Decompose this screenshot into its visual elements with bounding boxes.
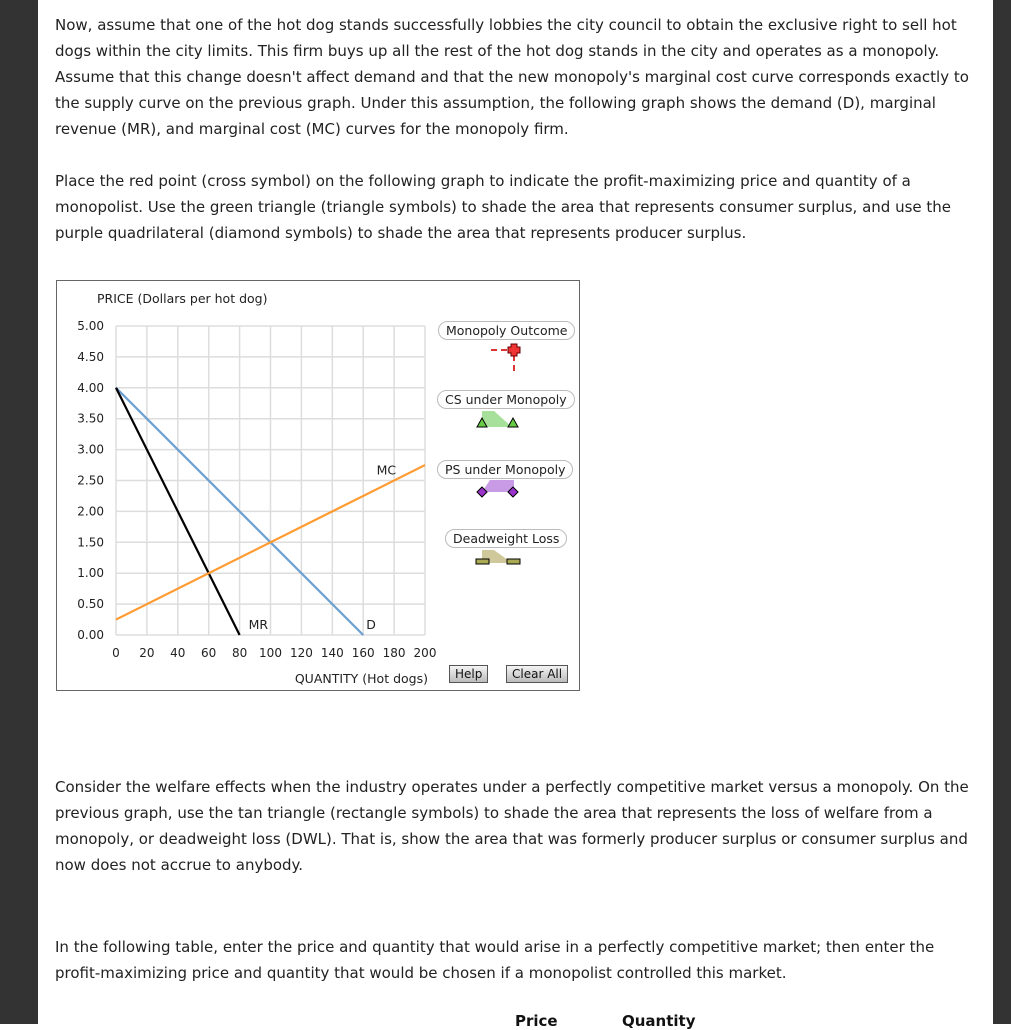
legend-deadweight-loss[interactable]: Deadweight Loss <box>445 529 567 548</box>
x-tick-label: 100 <box>259 646 282 660</box>
y-tick-label: 2.50 <box>77 473 104 488</box>
y-tick-label: 3.00 <box>77 442 104 457</box>
x-tick-label: 80 <box>231 646 248 660</box>
y-tick-label: 0.00 <box>77 628 104 642</box>
left-margin <box>0 0 38 1024</box>
x-tick-label: 20 <box>139 646 155 660</box>
legend-monopoly-outcome[interactable]: Monopoly Outcome <box>438 321 575 340</box>
curve-label-d: D <box>366 617 376 632</box>
table-instructions-paragraph: In the following table, enter the price and quantity that would arise in a perfectly competitive market; then enter the profit-maximizing price and quantity that would be chosen if a monopolist controlled this market. <box>55 938 935 982</box>
instructions-paragraph: Place the red point (cross symbol) on the following graph to indicate the profit-maximizing price and quantity of a monopolist. Use the green triangle (triangle symbols) to shade the area that represents consumer surplus, and use the purple quadrilateral (diamond symbols) to shade the area that represents producer surplus. <box>55 172 952 242</box>
y-tick-label: 0.50 <box>77 597 104 612</box>
clear-all-button[interactable]: Clear All <box>506 665 568 683</box>
diamond-symbols-icon[interactable] <box>472 478 527 502</box>
curve-label-mr: MR <box>248 617 269 632</box>
curve-label-mc: MC <box>376 462 397 478</box>
triangle-symbols-icon[interactable] <box>472 409 527 431</box>
quantity-column-header: Quantity <box>622 1012 696 1030</box>
y-axis-label: PRICE (Dollars per hot dog) <box>97 291 268 306</box>
intro-paragraph: Now, assume that one of the hot dog stands successfully lobbies the city council to obtain the exclusive right to sell hot dogs within the city limits. This firm buys up all the rest of the hot dog stands in the city and operates as a monopoly. Assume that this change doesn't affect demand and that the new monopoly's marginal cost curve corresponds exactly to the supply curve on the previous graph. Under this assumption, the following graph shows the demand (D), marginal revenue (MR), and marginal cost (MC) curves for the monopoly firm. <box>55 16 969 138</box>
monopoly-graph[interactable] <box>56 280 580 691</box>
right-scrollbar[interactable] <box>993 0 1011 1024</box>
y-tick-label: 2.00 <box>77 504 104 519</box>
y-tick-label: 1.50 <box>77 535 104 550</box>
help-button[interactable]: Help <box>449 665 488 683</box>
cross-symbol-icon[interactable] <box>482 341 527 376</box>
y-tick-label: 5.00 <box>77 319 104 333</box>
rectangle-symbols-icon[interactable] <box>472 548 527 568</box>
x-tick-label: 120 <box>289 646 313 660</box>
x-tick-label: 60 <box>201 646 217 660</box>
x-tick-label: 180 <box>382 646 406 660</box>
y-tick-label: 3.50 <box>77 411 104 426</box>
price-column-header: Price <box>515 1012 558 1030</box>
legend-ps-under-monopoly[interactable]: PS under Monopoly <box>437 460 573 479</box>
y-tick-label: 4.50 <box>77 349 104 364</box>
y-tick-label: 1.00 <box>77 566 104 581</box>
y-tick-label: 4.00 <box>77 380 104 395</box>
legend-cs-under-monopoly[interactable]: CS under Monopoly <box>437 390 575 409</box>
x-tick-label: 160 <box>351 646 375 660</box>
x-axis-label: QUANTITY (Hot dogs) <box>294 671 428 686</box>
x-tick-label: 40 <box>170 646 186 660</box>
x-tick-label: 140 <box>320 646 344 660</box>
x-tick-label: 0 <box>112 646 120 660</box>
x-tick-label: 200 <box>413 646 437 660</box>
welfare-paragraph: Consider the welfare effects when the industry operates under a perfectly competitive market versus a monopoly. On the previous graph, use the tan triangle (rectangle symbols) to shade the area that represents the loss of welfare from a monopoly, or deadweight loss (DWL). That is, show the area that was formerly producer surplus or consumer surplus and now does not accrue to anybody. <box>55 778 969 874</box>
